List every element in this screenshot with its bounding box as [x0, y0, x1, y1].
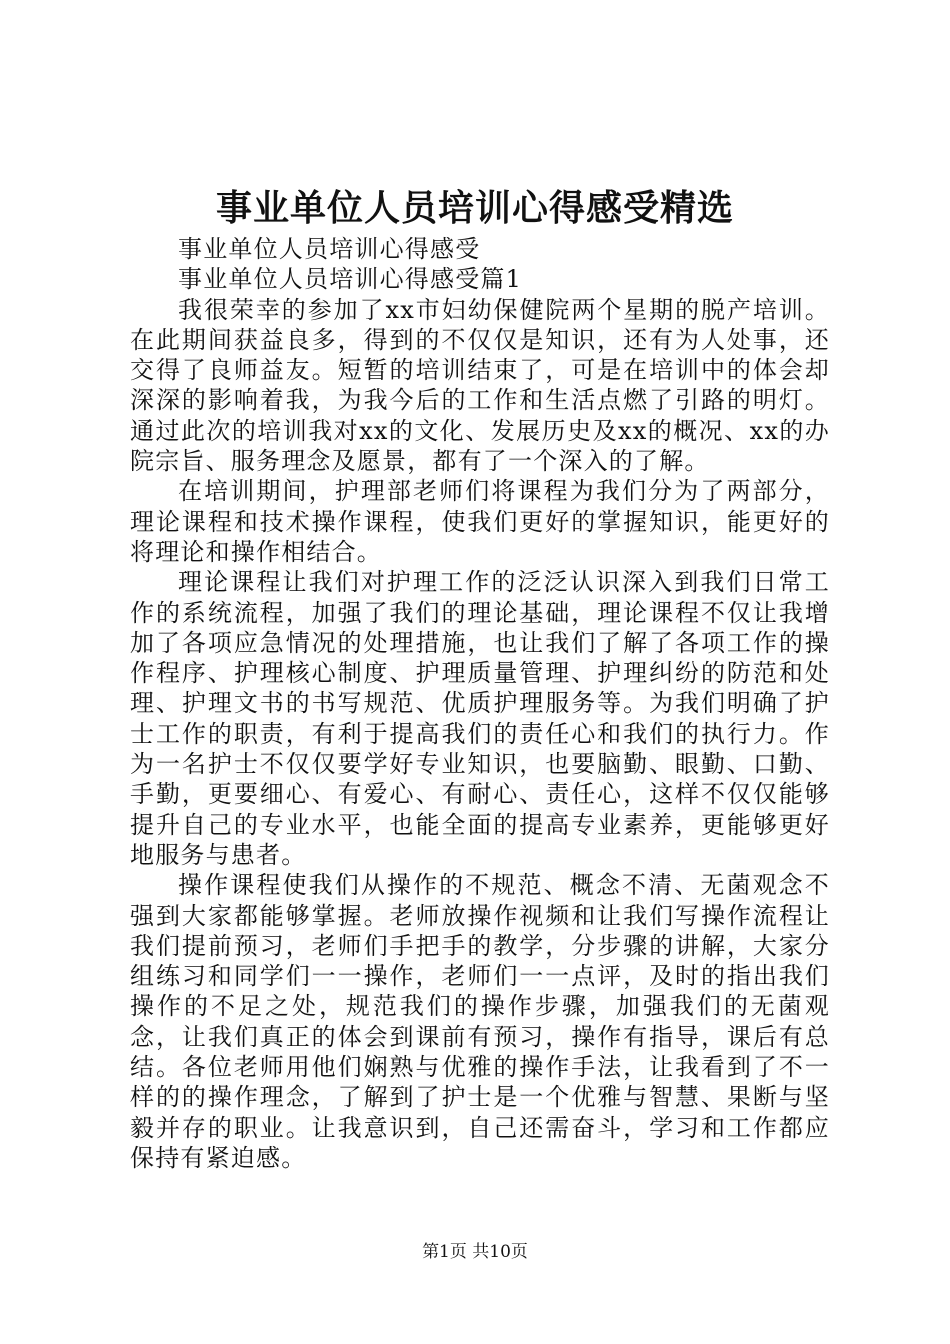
paragraph-practice-course: 操作课程使我们从操作的不规范、概念不清、无菌观念不强到大家都能够掌握。老师放操作视频和让我们写操作流程让我们提前预习，老师们手把手的教学，分步骤的讲解，大家分组练习和同学们一一操作，老师们一一点评，及时的指出我们操作的不足之处，规范我们的操作步骤，加强我们的无菌观念，让我们真正的体会到课前有预习，操作有指导，课后有总结。各位老师用他们娴熟与优雅的操作手法，让我看到了不一样的的操作理念，了解到了护士是一个优雅与智慧、果断与坚毅并存的职业。让我意识到，自己还需奋斗，学习和工作都应保持有紧迫感。 — [130, 871, 830, 1172]
paragraph-section-heading: 事业单位人员培训心得感受篇1 — [178, 265, 523, 294]
document-title: 事业单位人员培训心得感受精选 — [215, 187, 734, 229]
paragraph-training-period: 在培训期间，护理部老师们将课程为我们分为了两部分，理论课程和技术操作课程，使我们更好的掌握知识，能更好的将理论和操作相结合。 — [130, 477, 830, 566]
paragraph-intro: 我很荣幸的参加了xx市妇幼保健院两个星期的脱产培训。在此期间获益良多，得到的不仅仅是知识，还有为人处事，还交得了良师益友。短暂的培训结束了，可是在培训中的体会却深深的影响着我，为我今后的工作和生活点燃了引路的明灯。通过此次的培训我对xx的文化、发展历史及xx的概况、xx的办院宗旨、服务理念及愿景，都有了一个深入的了解。 — [130, 295, 830, 476]
page-number-footer: 第1页 共10页 — [422, 1242, 528, 1262]
document-body — [130, 234, 830, 1173]
paragraph-subtitle: 事业单位人员培训心得感受 — [178, 235, 481, 263]
paragraph-theory-course: 理论课程让我们对护理工作的泛泛认识深入到我们日常工作的系统流程，加强了我们的理论基础，理论课程不仅让我增加了各项应急情况的处理措施，也让我们了解了各项工作的操作程序、护理核心制度、护理质量管理、护理纠纷的防范和处理、护理文书的书写规范、优质护理服务等。为我们明确了护士工作的职责，有利于提高我们的责任心和我们的执行力。作为一名护士不仅仅要学好专业知识，也要脑勤、眼勤、口勤、手勤，更要细心、有爱心、有耐心、责任心，这样不仅仅能够提升自己的专业水平，也能全面的提高专业素养，更能够更好地服务与患者。 — [130, 568, 830, 869]
